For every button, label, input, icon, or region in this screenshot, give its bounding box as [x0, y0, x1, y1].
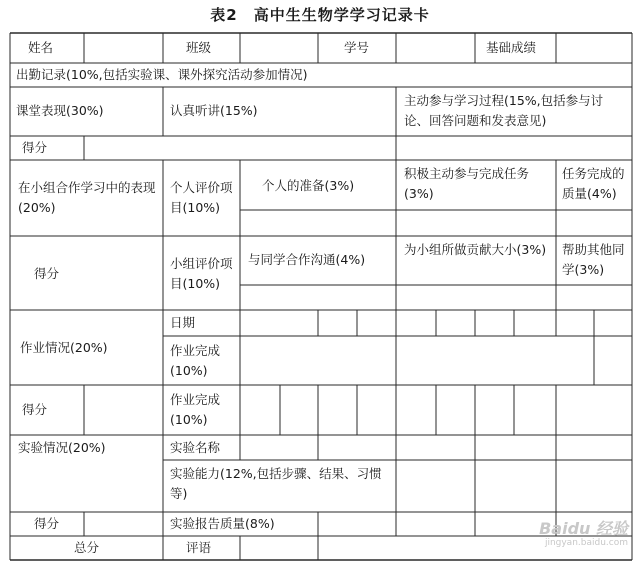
class-label: 班级 — [186, 40, 212, 55]
listening-label: 认真听讲(15%) — [170, 103, 258, 118]
group-score-label: 得分 — [34, 266, 60, 281]
base-score-label: 基础成绩 — [486, 40, 537, 55]
experiment-name-label: 实验名称 — [170, 440, 221, 455]
participation-label: 主动参与学习过程(15%,包括参与讨论、回答问题和发表意见) — [404, 93, 604, 128]
experiment-ability-label: 实验能力(12%,包括步骤、结果、习惯等) — [170, 466, 382, 501]
contribution-label: 为小组所做贡献大小(3%) — [404, 242, 547, 257]
team-eval-label: 小组评价项目(10%) — [170, 256, 233, 291]
task-quality-label: 任务完成的质量(4%) — [562, 166, 625, 201]
classroom-score-label: 得分 — [22, 140, 48, 155]
homework-label: 作业情况(20%) — [20, 340, 108, 355]
experiment-score-label: 得分 — [34, 516, 60, 531]
total-score-label: 总分 — [74, 540, 100, 555]
classroom-label: 课堂表现(30%) — [16, 103, 104, 118]
baidu-watermark — [539, 519, 628, 550]
experiment-label: 实验情况(20%) — [18, 440, 106, 455]
comment-label: 评语 — [186, 540, 212, 555]
student-id-label: 学号 — [344, 40, 370, 55]
homework-completion-label: 作业完成(10%) — [170, 343, 221, 378]
individual-eval-label: 个人评价项目(10%) — [170, 180, 233, 215]
report-quality-label: 实验报告质量(8%) — [170, 516, 275, 531]
group-label: 在小组合作学习中的表现(20%) — [18, 180, 156, 215]
table-name: 高中生生物学学习记录卡 — [253, 6, 430, 24]
watermark-url: jingyan.baidu.com — [544, 538, 628, 548]
active-task-label: 积极主动参与完成任务(3%) — [404, 166, 530, 201]
homework-score-label: 得分 — [22, 402, 48, 417]
attendance-label: 出勤记录(10%,包括实验课、课外探究活动参加情况) — [16, 67, 308, 82]
date-label: 日期 — [170, 315, 196, 330]
help-others-label: 帮助其他同学(3%) — [562, 242, 625, 277]
table-number: 表2 — [210, 6, 238, 24]
watermark-logo: Baidu 经验 — [539, 519, 628, 538]
homework-completion2-label: 作业完成(10%) — [170, 392, 221, 427]
name-label: 姓名 — [28, 40, 54, 55]
preparation-label: 个人的准备(3%) — [262, 178, 355, 193]
communication-label: 与同学合作沟通(4%) — [248, 252, 366, 267]
